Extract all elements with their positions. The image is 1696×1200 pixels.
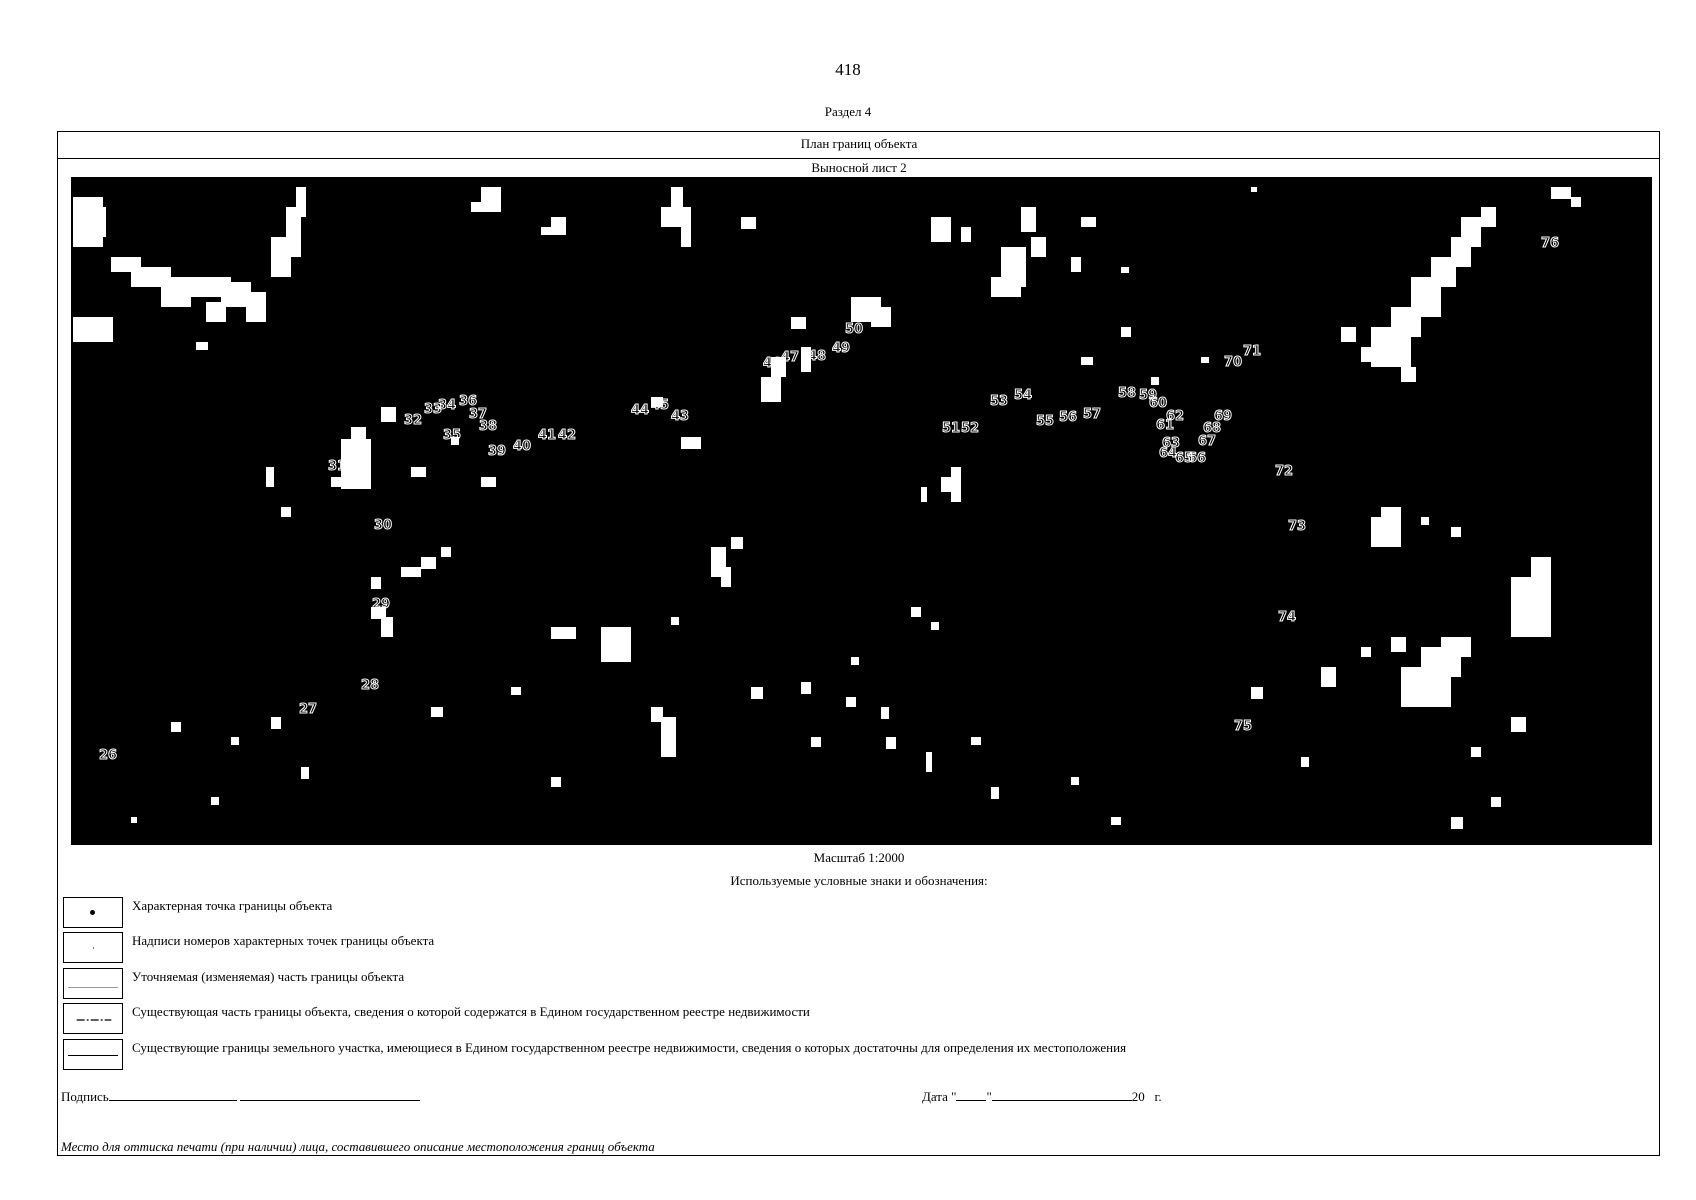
- point-label-64: 64: [1159, 446, 1178, 461]
- plan-map[interactable]: [71, 177, 1652, 845]
- legend-label-point: Характерная точка границы объекта: [132, 898, 333, 913]
- legend-symbol-solid-line: [63, 1039, 123, 1070]
- plan-map-canvas: [71, 177, 1652, 845]
- point-label-66: 66: [1188, 451, 1207, 466]
- point-label-40: 40: [513, 439, 532, 454]
- point-label-28: 28: [361, 678, 380, 693]
- point-label-52: 52: [961, 421, 980, 436]
- date-suffix: г.: [1154, 1089, 1162, 1104]
- point-label-29: 29: [372, 597, 391, 612]
- legend-symbol-point: [63, 897, 123, 928]
- point-label-73: 73: [1288, 519, 1307, 534]
- point-label-72: 72: [1275, 464, 1294, 479]
- point-label-27: 27: [299, 702, 318, 717]
- signature-blank[interactable]: [109, 1088, 237, 1101]
- legend-title: Используемые условные знаки и обозначения:: [730, 873, 988, 888]
- point-label-48: 48: [808, 349, 827, 364]
- point-label-46: 46: [763, 356, 782, 371]
- legend-symbol-dash-dot: [63, 1003, 123, 1034]
- point-label-34: 34: [438, 398, 457, 413]
- point-label-53: 53: [990, 394, 1009, 409]
- point-label-43: 43: [671, 409, 690, 424]
- date-row: [922, 1088, 1162, 1105]
- legend-label-thin-line: Уточняемая (изменяемая) часть границы объекта: [132, 969, 405, 984]
- solid-line-icon: [68, 1055, 118, 1056]
- point-label-35: 35: [443, 428, 462, 443]
- point-label-75: 75: [1234, 719, 1253, 734]
- point-label-38: 38: [479, 419, 498, 434]
- point-label-44: 44: [631, 403, 650, 418]
- point-label-32: 32: [404, 413, 423, 428]
- signature-label: Подпись: [61, 1089, 109, 1104]
- point-label-58: 58: [1118, 386, 1137, 401]
- sheet-title: Выносной лист 2: [811, 160, 907, 175]
- point-labels: [99, 236, 1559, 763]
- point-label-57: 57: [1083, 407, 1102, 422]
- point-label-37: 37: [469, 407, 488, 422]
- section-title: Раздел 4: [824, 104, 872, 119]
- point-label-31: 31: [328, 459, 347, 474]
- point-label-74: 74: [1278, 610, 1297, 625]
- thin-line-icon: [68, 987, 118, 988]
- point-label-70: 70: [1224, 355, 1243, 370]
- point-label-60: 60: [1149, 396, 1168, 411]
- legend-label-dash-dot: Существующая часть границы объекта, сведения о которой содержатся в Едином государственном реестре недвижимости: [132, 1004, 810, 1019]
- point-label-26: 26: [99, 748, 118, 763]
- point-label-61: 61: [1156, 418, 1175, 433]
- terrain-noise: [73, 187, 1581, 829]
- page-number: 418: [835, 60, 861, 79]
- point-label-39: 39: [488, 444, 507, 459]
- signature-row: [61, 1088, 420, 1105]
- point-label-36: 36: [459, 394, 478, 409]
- point-label-63: 63: [1162, 436, 1181, 451]
- label-tick-icon: [93, 947, 94, 949]
- header-divider: [58, 158, 1660, 159]
- point-label-65: 65: [1175, 451, 1194, 466]
- point-label-49: 49: [832, 341, 851, 356]
- point-label-30: 30: [374, 518, 393, 533]
- point-label-47: 47: [781, 350, 800, 365]
- point-icon: [90, 910, 95, 915]
- date-day-blank[interactable]: [956, 1088, 986, 1101]
- point-label-50: 50: [845, 322, 864, 337]
- point-label-59: 59: [1139, 388, 1158, 403]
- legend-label-label: Надписи номеров характерных точек границы объекта: [132, 933, 435, 948]
- point-label-54: 54: [1014, 388, 1033, 403]
- point-label-51: 51: [942, 421, 961, 436]
- date-prefix: Дата ": [922, 1089, 957, 1104]
- point-label-62: 62: [1166, 409, 1185, 424]
- legend-symbol-thin-line: [63, 968, 123, 999]
- point-label-56: 56: [1059, 410, 1078, 425]
- stamp-note: Место для оттиска печати (при наличии) лица, составившего описание местоположения границ объекта: [61, 1139, 655, 1154]
- plan-title: План границ объекта: [800, 136, 918, 151]
- point-label-68: 68: [1203, 421, 1222, 436]
- legend-label-solid-line: Существующие границы земельного участка, имеющиеся в Едином государственном реестре недвижимости, сведения о которых достаточны для определения их местоположения: [132, 1040, 1127, 1055]
- point-label-41: 41: [538, 428, 557, 443]
- dash-dot-line-icon: [68, 1019, 120, 1021]
- scale-label: Масштаб 1:2000: [813, 850, 905, 865]
- date-year: 20: [1131, 1089, 1145, 1104]
- point-label-71: 71: [1243, 344, 1262, 359]
- point-label-45: 45: [651, 398, 670, 413]
- point-label-33: 33: [424, 402, 443, 417]
- legend-symbol-label: [63, 932, 123, 963]
- date-month-blank[interactable]: [992, 1088, 1132, 1101]
- point-label-55: 55: [1036, 414, 1055, 429]
- point-label-69: 69: [1214, 409, 1233, 424]
- signature-name-blank[interactable]: [240, 1088, 420, 1101]
- point-label-76: 76: [1541, 236, 1560, 251]
- point-label-67: 67: [1198, 434, 1217, 449]
- date-quote: ": [986, 1089, 992, 1104]
- point-label-42: 42: [558, 428, 577, 443]
